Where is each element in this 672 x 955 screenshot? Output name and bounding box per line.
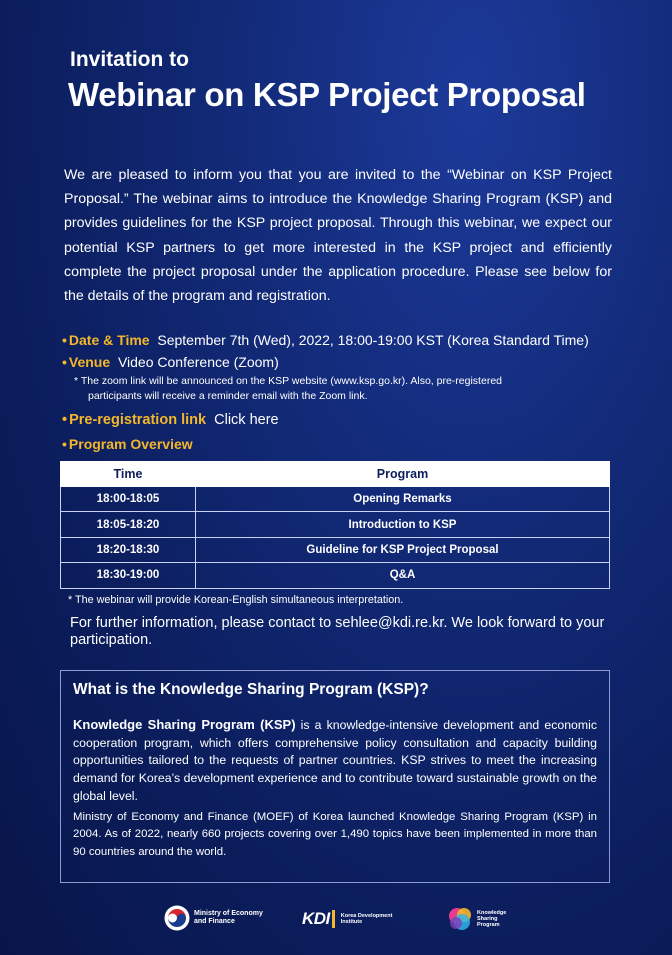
time-cell: 18:05-18:20 <box>61 512 196 537</box>
webinar-title: Webinar on KSP Project Proposal <box>68 76 586 113</box>
table-row <box>61 537 610 562</box>
ksp-line2: Sharing <box>477 916 498 922</box>
date-time-label: Date & Time <box>68 332 150 348</box>
ksp-name <box>477 910 506 928</box>
kdi-logo <box>302 909 392 929</box>
intro-paragraph: We are pleased to inform you that you are invited to the “Webinar on KSP Project Proposal.” The webinar aims to introduce the Knowledge Sharing Program (KSP) and provides guidelines for the KSP project proposal. Through this webinar, we expect our potential KSP partners to get more interested in the KSP project and efficiently complete the project proposal under the application procedure. Please see below for the details of the program and registration. <box>64 167 612 305</box>
venue-label: Venue <box>68 354 111 370</box>
program-cell: Introduction to KSP <box>196 512 610 537</box>
ksp-swirl-icon <box>446 905 476 933</box>
program-overview-label: Program Overview <box>68 436 193 452</box>
venue-row <box>62 351 622 373</box>
time-cell: 18:30-19:00 <box>61 563 196 588</box>
kdi-mark: KDI <box>302 909 330 928</box>
table-row <box>61 487 610 512</box>
details-list <box>62 329 622 455</box>
venue-note-line1: * The zoom link will be announced on the KSP website (www.ksp.go.kr). Also, pre-registered <box>74 375 502 387</box>
moef-name <box>194 910 263 926</box>
bullet: • <box>62 332 67 348</box>
program-cell: Guideline for KSP Project Proposal <box>196 537 610 562</box>
program-table <box>60 461 610 589</box>
table-row <box>61 563 610 588</box>
ksp-bold-term: Knowledge Sharing Program (KSP) <box>73 717 296 732</box>
program-overview-row <box>62 433 622 455</box>
moef-logo <box>164 905 263 931</box>
moef-line2: and Finance <box>194 918 235 925</box>
ksp-logo <box>446 905 506 933</box>
time-cell: 18:00-18:05 <box>61 487 196 512</box>
ksp-heading: What is the Knowledge Sharing Program (KSP)? <box>73 681 429 698</box>
kdi-accent-bar <box>332 910 335 928</box>
prereg-label: Pre-registration link <box>69 412 207 428</box>
moef-line1: Ministry of Economy <box>194 910 263 917</box>
ksp-line1: Knowledge <box>477 910 507 916</box>
date-time-value: September 7th (Wed), 2022, 18:00-19:00 KST (Korea Standard Time) <box>157 332 589 348</box>
ksp-paragraph-2: Ministry of Economy and Finance (MOEF) of Korea launched Knowledge Sharing Program (KSP) in 2004. As of 2022, nearly 660 projects covering over 1,490 topics have been implemented in more than 90 countries around the world. <box>73 810 597 858</box>
table-row <box>61 512 610 537</box>
ksp-line3: Program <box>477 922 500 928</box>
contact-text: For further information, please contact to sehlee@kdi.re.kr. We look forward to your participation. <box>70 615 605 648</box>
bullet: • <box>62 436 67 452</box>
interpretation-note: * The webinar will provide Korean-English simultaneous interpretation. <box>68 594 404 606</box>
program-cell: Q&A <box>196 563 610 588</box>
ksp-paragraph-1 <box>73 716 597 806</box>
prereg-row <box>62 409 622 431</box>
invitation-subtitle: Invitation to <box>70 48 189 71</box>
kdi-name <box>341 913 393 926</box>
venue-note-line2: participants will receive a reminder email with the Zoom link. <box>88 389 368 402</box>
venue-value: Video Conference (Zoom) <box>117 354 279 370</box>
prereg-link[interactable]: Click here <box>214 412 279 428</box>
ksp-info-box <box>60 670 610 883</box>
date-time-row <box>62 329 622 351</box>
taegeuk-icon <box>164 905 190 931</box>
program-column-header: Program <box>196 462 610 487</box>
table-header-row <box>61 462 610 487</box>
footer-logos <box>0 905 672 939</box>
kdi-line1: Korea Development <box>340 912 393 919</box>
time-column-header: Time <box>61 462 196 487</box>
time-cell: 18:20-18:30 <box>61 537 196 562</box>
ksp-paragraph-1-text: is a knowledge-intensive development and economic cooperation program, which offers comprehensive policy consultation and capacity building opportunities tailored to the requests of partner countries. KSP strives to meet the increasing demand for Korea’s development experience and to contribute toward sustainable growth on the global level. <box>73 718 597 803</box>
kdi-line2: Institute <box>340 919 363 925</box>
bullet: • <box>62 412 68 428</box>
program-cell: Opening Remarks <box>196 487 610 512</box>
bullet: • <box>62 354 67 370</box>
venue-note <box>62 374 622 403</box>
